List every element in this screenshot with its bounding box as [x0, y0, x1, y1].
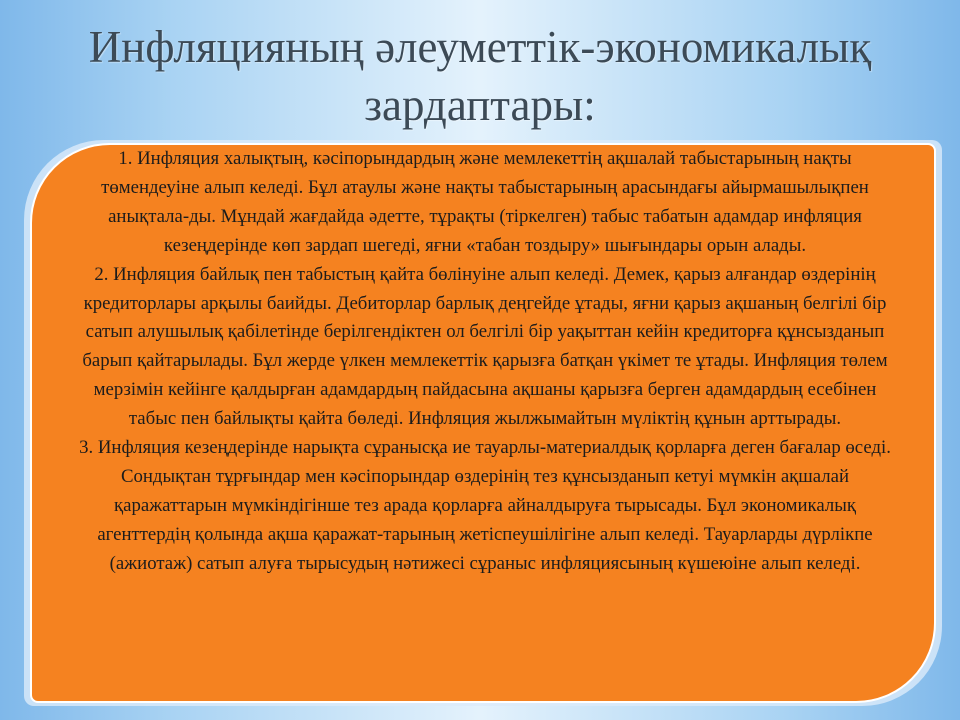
paragraph-1: 1. Инфляция халықтың, кәсіпорындардың және мемлекеттің ақшалай табыстарының нақты төмендеуіне алып келеді. Бұл атаулы және нақты табыстарының арасындағы айырмашылықпен анықтала-ды. Мұндай жағдайда әдетте, тұрақты (тіркелген) табыс табатын адамдар инфляция кезеңдерінде көп зардап шегеді, яғни «табан тоздыру» шығындары орын алады. [101, 148, 869, 256]
content-panel [30, 143, 936, 703]
paragraph-3: 3. Инфляция кезеңдерінде нарықта сұранысқа ие тауарлы-материалдық қорларға деген бағалар өседі. Сондықтан тұрғындар мен кәсіпорындар өздерінің тез құнсызданып кетуі мүмкін ақшалай қаражаттарын мүмкіндігінше тез арада қорларға айналдыруға тырысады. Бұл экономикалық агенттердің қолында ақша қаражат-тарының жетіспеушілігіне алып келеді. Тауарларды дүрлікпе (ажиотаж) сатып алуға тырысудың нәтижесі сұраныс инфляциясының күшеюіне алып келеді. [79, 437, 891, 574]
slide-title: Инфляцияның әлеуметтік-экономикалық зардаптары: [88, 22, 872, 130]
body-text [68, 145, 902, 579]
paragraph-2: 2. Инфляция байлық пен табыстың қайта бөлінуіне алып келеді. Демек, қарыз алғандар өздерінің кредиторлары арқылы баийды. Дебиторлар барлық деңгейде ұтады, яғни қарыз ақшаның белгілі бір сатып алушылық қабілетінде берілгендіктен ол белгілі бір уақыттан кейін кредиторға құнсызданып барып қайтарылады. Бұл жерде үлкен мемлекеттік қарызға батқан үкімет те ұтады. Инфляция төлем мерзімін кейінге қалдырған адамдардың пайдасына ақшаны қарызға берген адамдардың есебінен табыс пен байлықты қайта бөледі. Инфляция жылжымайтын мүліктің құнын арттырады. [82, 263, 888, 430]
